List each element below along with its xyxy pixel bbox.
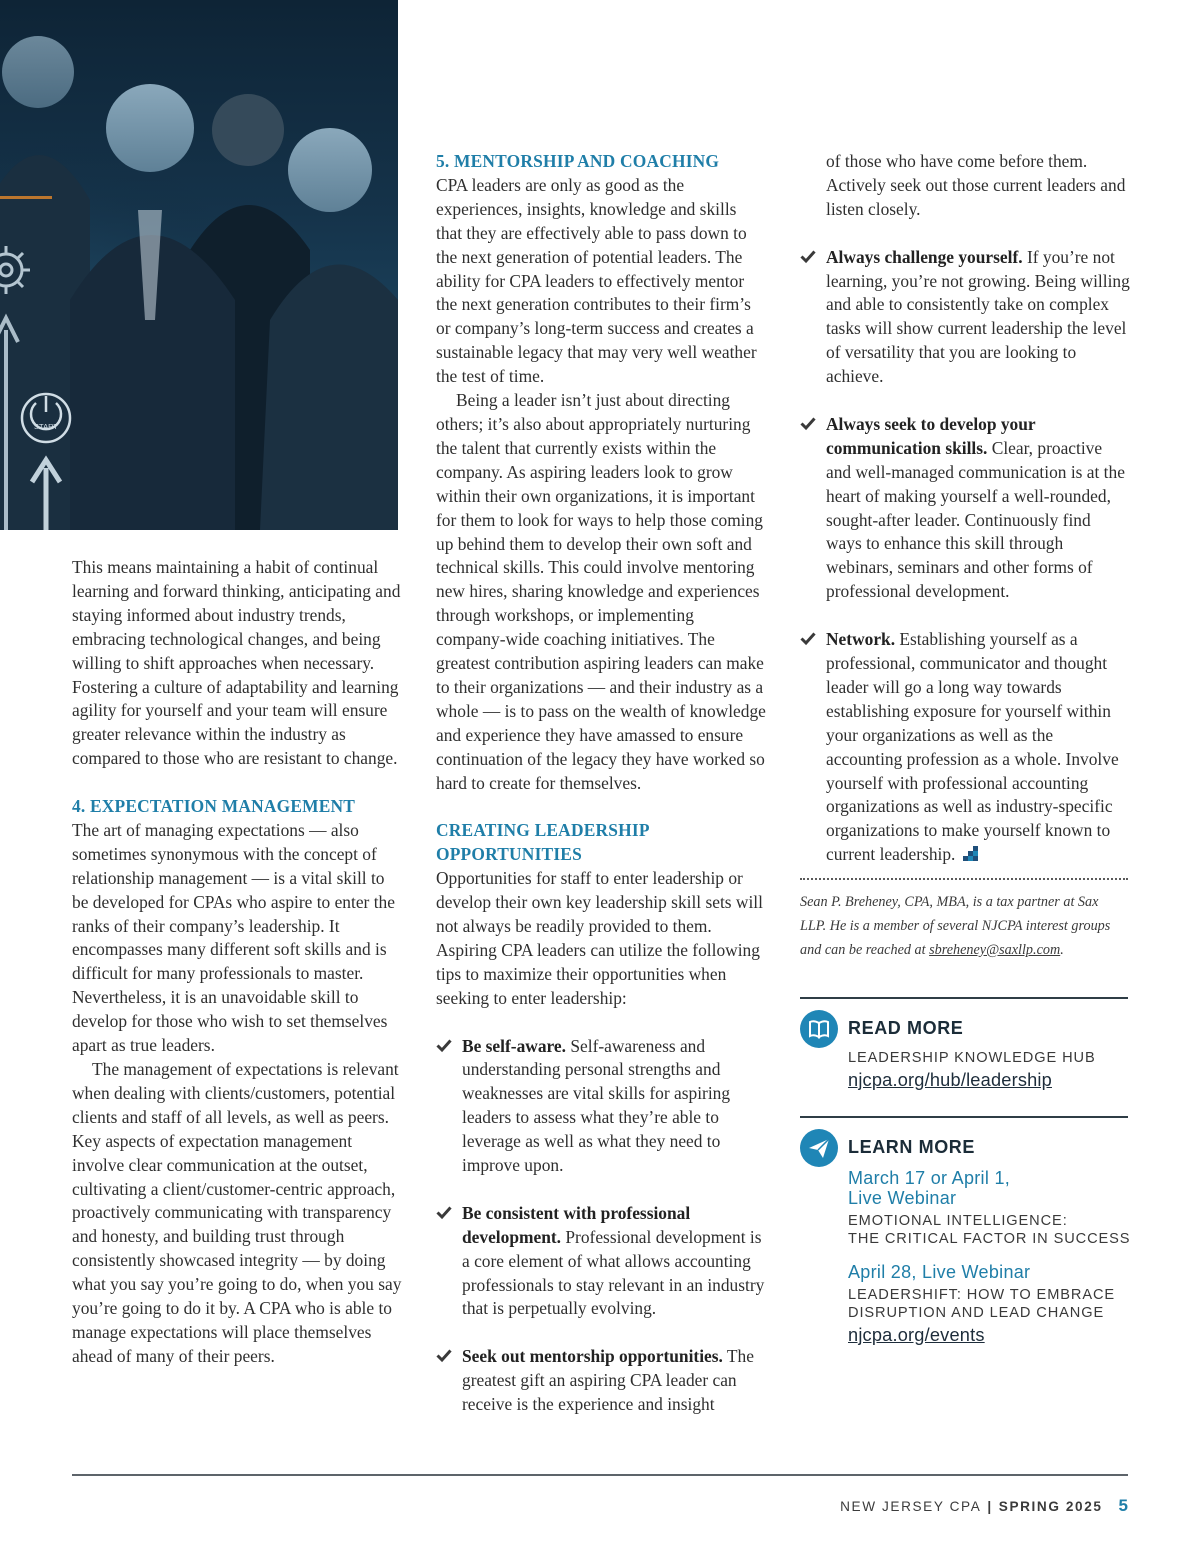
learn-more-heading: LEARN MORE xyxy=(848,1137,975,1157)
read-more-heading: READ MORE xyxy=(848,1018,964,1038)
event-1-date-line-2: Live Webinar xyxy=(848,1188,957,1208)
column-2 xyxy=(436,150,766,1417)
end-mark-icon xyxy=(963,846,979,862)
tip-bullet xyxy=(436,1202,766,1322)
learn-more-rule xyxy=(800,1116,1128,1118)
mentorship-paragraph-2: Being a leader isn’t just about directing others; it’s also about appropriately nurturing the talent that currently exists within the company. As aspiring leaders look to grow within their own organizations, it is important for them to look for ways to help those coming up behind them to develop their own soft and technical skills. This could involve mentoring new hires, sharing knowledge and experiences through workshops, or implementing company-wide coaching initiatives. The greatest contribution aspiring leaders can make to their organizations — and their industry as a whole — is to pass on the wealth of knowledge and experience they have amassed to ensure continuation of the legacy they have worked so hard to create for themselves. xyxy=(436,390,766,793)
expectation-paragraph-2: The management of expectations is relevant when dealing with clients/customers, potential clients and staff of all levels, as well as peers. Key aspects of expectation management involve clear communication at the outset, cultivating a client/customer-centric approach, proactively communicating with transparency and honesty, and building trust through consistently showcased integrity — by doing what you say you’re going to do, when you say you’re going to do it by. A CPA who is able to manage expectations will place themselves ahead of many of their peers. xyxy=(72,1059,402,1366)
checkmark-icon xyxy=(800,415,816,431)
business-team-illustration xyxy=(0,0,398,530)
tip-title: Always seek to develop your communication skills. xyxy=(826,413,1036,458)
tip-text: If you’re not learning, you’re not growing. Being willing and able to consistently take on complex tasks will show current leadership the level of versatility that you are looking to achieve. xyxy=(826,246,1130,387)
dotted-divider xyxy=(800,878,1128,880)
tip-bullet xyxy=(436,1035,766,1178)
read-more-link[interactable]: njcpa.org/hub/leadership xyxy=(848,1070,1052,1090)
event-2-title-line-1: LEADERSHIFT: HOW TO EMBRACE xyxy=(848,1287,1116,1303)
page-footer xyxy=(840,1496,1128,1516)
paper-plane-icon xyxy=(800,1129,838,1167)
checkmark-icon xyxy=(436,1347,452,1363)
event-1-title-line-1: EMOTIONAL INTELLIGENCE: xyxy=(848,1213,1068,1229)
tip-bullet xyxy=(800,246,1130,389)
tip-text: The greatest gift an aspiring CPA leader can receive is the experience and insight xyxy=(462,1346,754,1415)
checkmark-icon xyxy=(436,1037,452,1053)
checkmark-icon xyxy=(800,248,816,264)
read-more-caption: LEADERSHIP KNOWLEDGE HUB xyxy=(848,1050,1096,1066)
event-2-title xyxy=(848,1286,1115,1322)
events-link[interactable]: njcpa.org/events xyxy=(848,1325,985,1345)
tip-bullet xyxy=(436,1345,766,1417)
event-1-date xyxy=(848,1168,1010,1208)
tip-title: Be consistent with professional development. xyxy=(462,1202,691,1247)
expectation-paragraph-1: The art of managing expectations — also sometimes synonymous with the concept of relationship management — is a vital skill to be developed for CPAs who aspire to enter the ranks of their company’s leadership. It encompasses many different soft skills and is difficult for many professionals to master. Nevertheless, it is an unavoidable skill to develop for those who wish to set themselves apart as true leaders. xyxy=(72,819,395,1056)
author-byline xyxy=(800,890,1128,962)
column-1 xyxy=(72,556,402,1369)
tip-text: Clear, proactive and well-managed communication is at the heart of making yourself a well-rounded, sought-after leader. Continuously find ways to enhance this skill through webinars, seminars and other forms of professional development. xyxy=(826,437,1125,602)
hero-photo xyxy=(0,0,398,530)
checkmark-icon xyxy=(800,630,816,646)
tip-title: Be self-aware. xyxy=(462,1035,566,1056)
checkmark-icon xyxy=(436,1204,452,1220)
event-2-title-line-2: DISRUPTION AND LEAD CHANGE xyxy=(848,1305,1105,1321)
section-heading-expectation: 4. EXPECTATION MANAGEMENT xyxy=(72,796,356,817)
issue-label: SPRING 2025 xyxy=(998,1499,1103,1514)
event-1-date-line-1: March 17 or April 1, xyxy=(848,1168,1011,1188)
mentorship-paragraph-1: CPA leaders are only as good as the experiences, insights, knowledge and skills that they are effectively able to pass down to the next generation of potential leaders. The ability for CPA leaders to effectively mentor the next generation contributes to their firm’s or company’s long-term success and creates a sustainable legacy that may very well weather the test of time. xyxy=(436,174,757,387)
read-more-rule xyxy=(800,997,1128,999)
tip-text: Establishing yourself as a professional, communicator and thought leader will go a long way towards establishing exposure for yourself within your organizations as well as the accounting profession as a whole. Involve yourself with professional accounting organizations as well as industry-specific organizations to make yourself known to current leadership. xyxy=(826,629,1119,865)
author-byline-block xyxy=(800,878,1128,962)
start-label: START xyxy=(34,422,58,431)
read-more-icon-circle xyxy=(800,1010,838,1048)
event-2-date: April 28, Live Webinar xyxy=(848,1262,1031,1282)
continued-paragraph: of those who have come before them. Actively seek out those current leaders and listen closely. xyxy=(826,151,1126,219)
learn-more-icon-circle xyxy=(800,1129,838,1167)
book-icon xyxy=(800,1010,838,1048)
publication-name: NEW JERSEY CPA xyxy=(840,1499,982,1514)
tip-bullet xyxy=(800,628,1130,867)
tip-title: Always challenge yourself. xyxy=(826,246,1023,267)
tip-text: Professional development is a core element of what allows accounting professionals to stay relevant in an industry that is perpetually evolving. xyxy=(462,1226,765,1319)
byline-end: . xyxy=(1060,942,1064,958)
tip-text: Self-awareness and understanding personal strengths and weaknesses are vital skills for aspiring leaders to assess what they’re able to leverage as well as what they need to improve upon. xyxy=(462,1035,731,1176)
section-heading-opportunities: CREATING LEADERSHIP OPPORTUNITIES xyxy=(436,820,649,865)
footer-rule xyxy=(72,1474,1128,1476)
tip-title: Seek out mentorship opportunities. xyxy=(462,1346,723,1367)
event-1-title-line-2: THE CRITICAL FACTOR IN SUCCESS xyxy=(848,1231,1131,1247)
section-heading-mentorship: 5. MENTORSHIP AND COACHING xyxy=(436,151,720,171)
event-1-title xyxy=(848,1212,1130,1248)
footer-separator: | xyxy=(987,1499,993,1514)
intro-paragraph: This means maintaining a habit of continual learning and forward thinking, anticipating and staying informed about industry trends, embracing technological changes, and being willing to shift approaches when necessary. Fostering a culture of adaptability and learning agility for yourself and your team will ensure greater relevance within the industry as compared to those who are resistant to change. xyxy=(72,557,401,769)
tip-bullet xyxy=(800,413,1130,604)
opportunities-paragraph: Opportunities for staff to enter leadership or develop their own key leadership skill sets will not always be readily provided to them. Aspiring CPA leaders can utilize the following tips to maximize their opportunities when seeking to enter leadership: xyxy=(436,868,763,1008)
page-number: 5 xyxy=(1118,1496,1128,1515)
author-email-link[interactable]: sbreheney@saxllp.com xyxy=(929,942,1061,958)
column-3 xyxy=(800,150,1130,867)
tip-title: Network. xyxy=(826,629,896,650)
byline-text: Sean P. Breheney, CPA, MBA, is a tax partner at Sax LLP. He is a member of several NJCPA interest groups and can be reached at xyxy=(800,894,1111,958)
